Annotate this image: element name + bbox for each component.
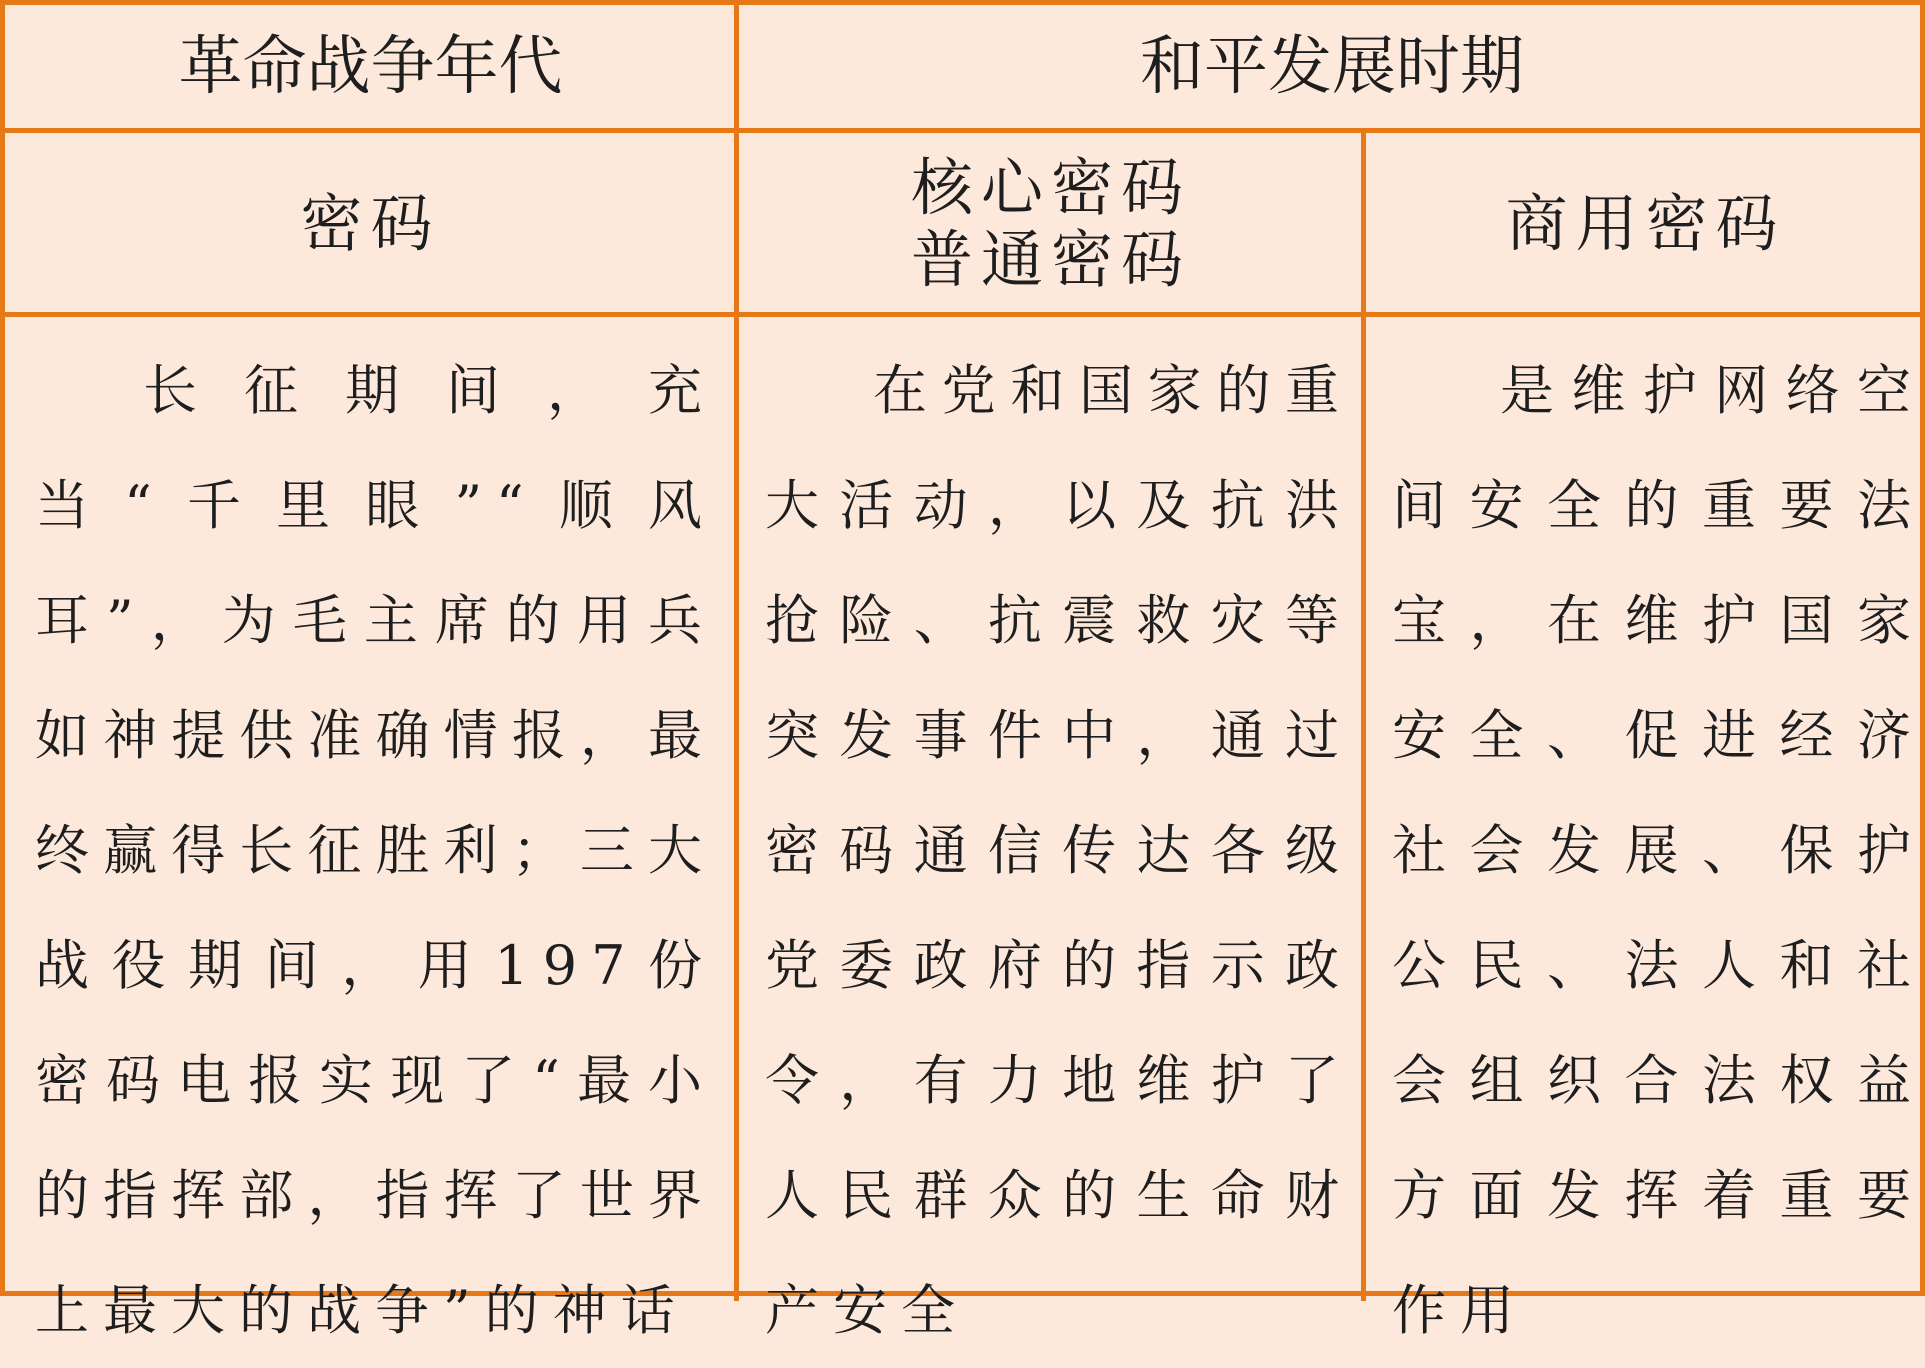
- body-text-core-common: 在党和国家的重大活动，以及抗洪抢险、抗震救灾等突发事件中，通过密码通信传达各级党委政府的指示政令，有力地维护了人民群众的生命财产安全: [765, 359, 1353, 1342]
- header-revolutionary-war-era: 革命战争年代: [178, 29, 563, 104]
- body-cell-revolutionary: [5, 5, 734, 1342]
- subheader-commercial-cipher-label: 商用密码: [1505, 186, 1786, 260]
- subheader-common-cipher-label: 普通密码: [910, 222, 1191, 296]
- subheader-core-cipher-label: 核心密码: [910, 150, 1191, 224]
- subheader-cipher-label: 密码: [300, 186, 441, 260]
- body-text-revolutionary: 长征期间，充当“千里眼”“顺风耳”，为毛主席的用兵如神提供准确情报，最终赢得长征胜利；三大战役期间，用197份密码电报实现了“最小的指挥部，指挥了世界上最大的战争”的神话: [35, 359, 716, 1342]
- body-text-commercial: 是维护网络空间安全的重要法宝，在维护国家安全、促进经济社会发展、保护公民、法人和社会组织合法权益方面发挥着重要作用: [1392, 359, 1925, 1342]
- header-peaceful-development-period: 和平发展时期: [1140, 29, 1524, 104]
- body-cell-core-common: [739, 5, 1361, 1342]
- body-cell-commercial: [1366, 5, 1925, 1342]
